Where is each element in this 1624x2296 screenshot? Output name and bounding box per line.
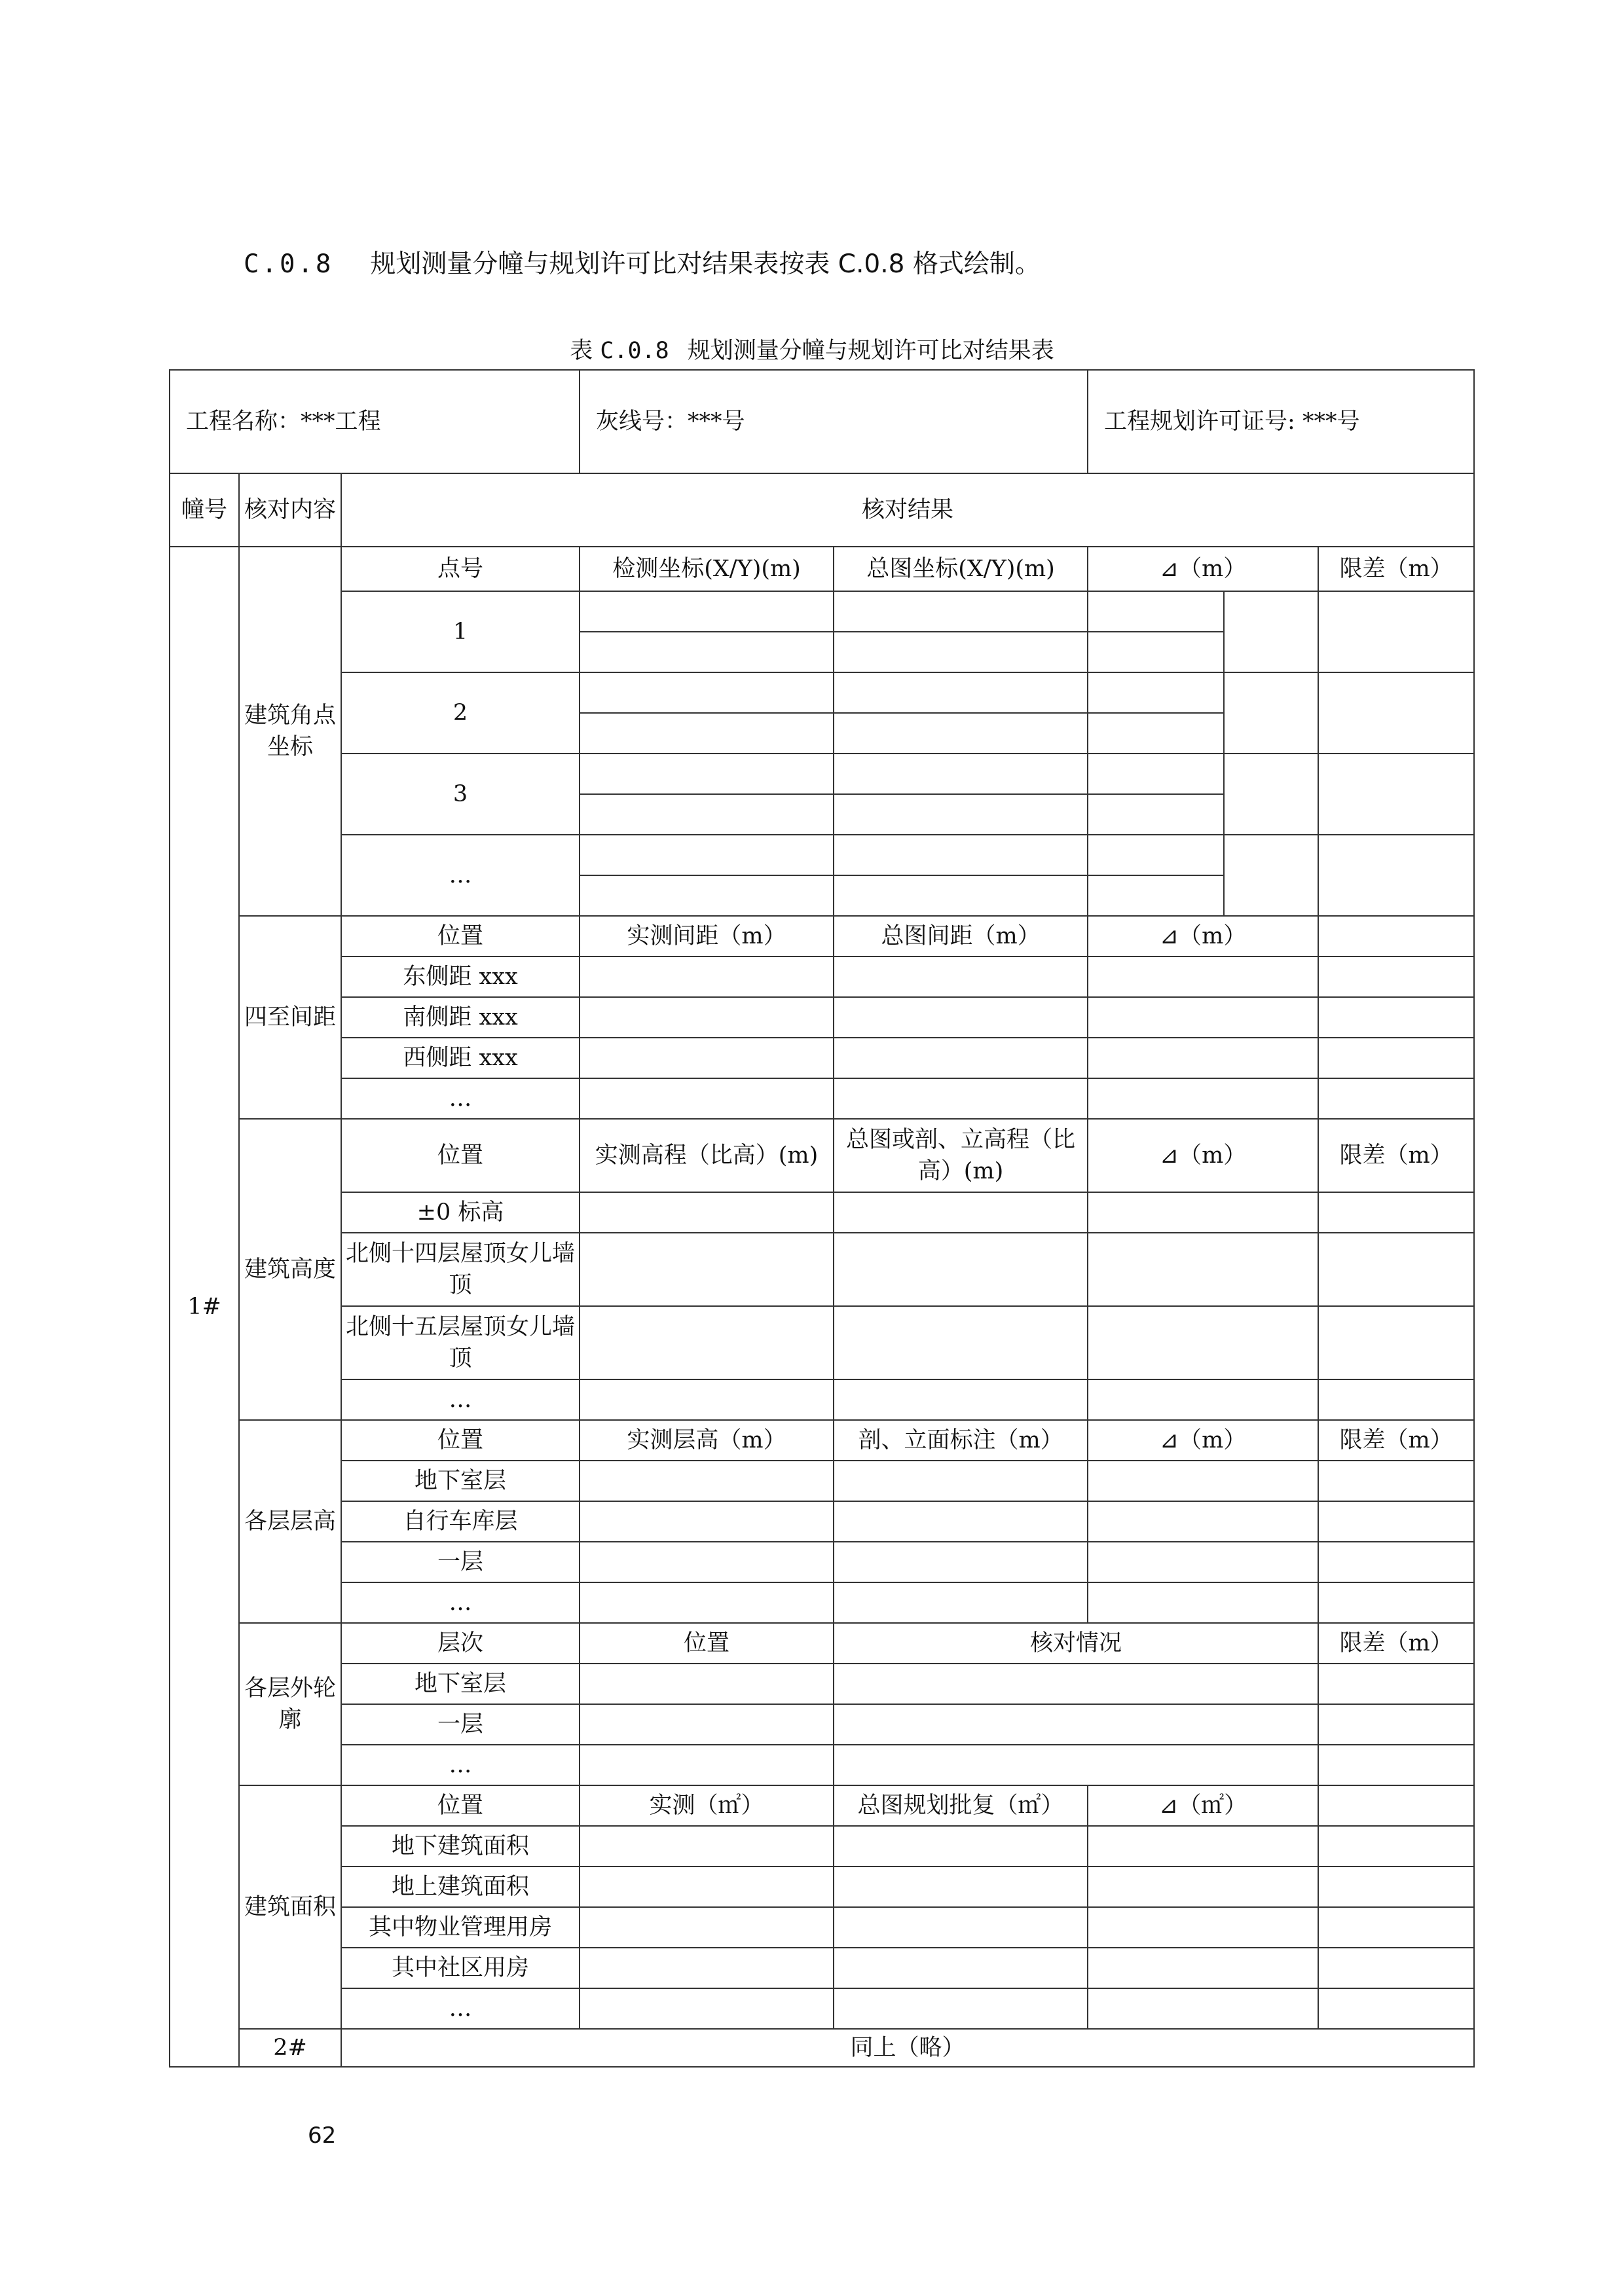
cell [834, 1461, 1088, 1501]
outline-row [170, 1664, 1474, 1704]
cell [1088, 1907, 1318, 1948]
cell [1088, 1233, 1318, 1306]
cell [1318, 1745, 1474, 1785]
project-header-row [170, 370, 1474, 473]
cell [580, 1379, 834, 1420]
cell [834, 754, 1088, 794]
spacing-position: 西侧距 xxx [341, 1038, 580, 1078]
spacing-position: 南侧距 xxx [341, 997, 580, 1038]
area-row [170, 1826, 1474, 1867]
height-row [170, 1306, 1474, 1379]
point-label: 3 [341, 754, 580, 835]
height-position: ±0 标高 [341, 1192, 580, 1233]
cell [580, 997, 834, 1038]
cell [1088, 835, 1224, 875]
outline-row [170, 1704, 1474, 1745]
cell [1088, 713, 1224, 754]
cell [1318, 1078, 1474, 1119]
area-row [170, 1907, 1474, 1948]
cell [1088, 1867, 1318, 1907]
corner-label: 建筑角点坐标 [239, 547, 341, 916]
cell [1318, 1785, 1474, 1826]
cell [580, 754, 834, 794]
cell [1224, 754, 1318, 835]
cell [1088, 1501, 1318, 1542]
cell [834, 835, 1088, 875]
spacing-header-row [170, 916, 1474, 957]
cell [834, 713, 1088, 754]
area-row [170, 1988, 1474, 2029]
permit-cell: 工程规划许可证号: ***号 [1088, 370, 1474, 473]
building-2-cell: 2# [239, 2029, 341, 2067]
height-header-tolerance: 限差（m） [1318, 1119, 1474, 1192]
area-header-row [170, 1785, 1474, 1826]
cell [834, 794, 1088, 835]
cell [1088, 1542, 1318, 1582]
cell [1318, 672, 1474, 754]
area-header-measured: 实测（㎡） [580, 1785, 834, 1826]
cell [580, 632, 834, 672]
area-position: … [341, 1988, 580, 2029]
building-2-text: 同上（略） [341, 2029, 1474, 2067]
floor-height-label: 各层层高 [239, 1420, 341, 1623]
height-row [170, 1192, 1474, 1233]
outline-header-tolerance: 限差（m） [1318, 1623, 1474, 1664]
cell [834, 1867, 1088, 1907]
corner-row [170, 591, 1474, 632]
cell [580, 1745, 834, 1785]
cell [1318, 1461, 1474, 1501]
cell [834, 1542, 1088, 1582]
floor-header-elevation: 剖、立面标注（m） [834, 1420, 1088, 1461]
spacing-label: 四至间距 [239, 916, 341, 1119]
cell [580, 957, 834, 997]
cell [834, 1907, 1088, 1948]
cell [1318, 1988, 1474, 2029]
cell [580, 1582, 834, 1623]
corner-row [170, 835, 1474, 875]
cell [834, 1233, 1088, 1306]
cell [834, 632, 1088, 672]
outline-header-position: 位置 [580, 1623, 834, 1664]
floor-position: … [341, 1582, 580, 1623]
building-no-header: 幢号 [170, 473, 239, 547]
cell [1088, 591, 1224, 632]
cell [580, 1461, 834, 1501]
floor-position: 地下室层 [341, 1461, 580, 1501]
cell [580, 1306, 834, 1379]
cell [1318, 1704, 1474, 1745]
floor-height-row [170, 1582, 1474, 1623]
cell [1318, 1907, 1474, 1948]
cell [834, 1306, 1088, 1379]
cell [1318, 1038, 1474, 1078]
height-label: 建筑高度 [239, 1119, 341, 1420]
cell [1318, 1233, 1474, 1306]
cell [1224, 835, 1318, 916]
cell [580, 794, 834, 835]
cell [834, 1704, 1318, 1745]
area-header-delta: ⊿（㎡） [1088, 1785, 1318, 1826]
cell [834, 957, 1088, 997]
cell [580, 1704, 834, 1745]
height-header-position: 位置 [341, 1119, 580, 1192]
height-header-measured: 实测高程（比高）(m) [580, 1119, 834, 1192]
spacing-row [170, 1038, 1474, 1078]
spacing-position: … [341, 1078, 580, 1119]
cell [1318, 916, 1474, 957]
cell [580, 1948, 834, 1988]
outline-row [170, 1745, 1474, 1785]
cell [834, 1038, 1088, 1078]
cell [580, 875, 834, 916]
spacing-row [170, 957, 1474, 997]
cell [1318, 1664, 1474, 1704]
section-code: C.0.8 [244, 249, 334, 279]
cell [834, 672, 1088, 713]
cell [580, 1826, 834, 1867]
cell [1318, 1542, 1474, 1582]
cell [1088, 632, 1224, 672]
cell [834, 1078, 1088, 1119]
project-name-cell: 工程名称：***工程 [170, 370, 580, 473]
cell [1088, 1078, 1318, 1119]
cell [1318, 1306, 1474, 1379]
cell [1318, 1379, 1474, 1420]
cell [834, 875, 1088, 916]
outline-floor: 一层 [341, 1704, 580, 1745]
spacing-position: 东侧距 xxx [341, 957, 580, 997]
cell [1088, 1948, 1318, 1988]
corner-header-row [170, 547, 1474, 591]
outline-label: 各层外轮廓 [239, 1623, 341, 1785]
cell [1318, 1948, 1474, 1988]
corner-row [170, 672, 1474, 713]
cell [1088, 1306, 1318, 1379]
cell [1088, 1038, 1318, 1078]
height-position: 北侧十四层屋顶女儿墙顶 [341, 1233, 580, 1306]
floor-header-position: 位置 [341, 1420, 580, 1461]
corner-header-delta: ⊿（m） [1088, 547, 1318, 591]
cell [1088, 1461, 1318, 1501]
height-header-row [170, 1119, 1474, 1192]
spacing-header-measured: 实测间距（m） [580, 916, 834, 957]
cell [1318, 591, 1474, 672]
area-position: 其中物业管理用房 [341, 1907, 580, 1948]
area-position: 其中社区用房 [341, 1948, 580, 1988]
cell [834, 1582, 1088, 1623]
table-caption [0, 333, 1624, 365]
cell [1318, 754, 1474, 835]
caption-title: 规划测量分幢与规划许可比对结果表 [687, 338, 1054, 364]
cell [1318, 1501, 1474, 1542]
spacing-header-plan: 总图间距（m） [834, 916, 1088, 957]
point-label: … [341, 835, 580, 916]
spacing-header-delta: ⊿（m） [1088, 916, 1318, 957]
cell [580, 1038, 834, 1078]
cell [834, 1745, 1318, 1785]
corner-header-point: 点号 [341, 547, 580, 591]
column-header-row [170, 473, 1474, 547]
floor-header-tolerance: 限差（m） [1318, 1420, 1474, 1461]
cell [834, 1501, 1088, 1542]
cell [1088, 672, 1224, 713]
cell [1318, 1192, 1474, 1233]
check-content-header: 核对内容 [239, 473, 341, 547]
building-2-row [170, 2029, 1474, 2067]
cell [1318, 1826, 1474, 1867]
cell [1224, 591, 1318, 672]
cell [580, 1867, 834, 1907]
cell [1318, 997, 1474, 1038]
area-position: 地下建筑面积 [341, 1826, 580, 1867]
cell [580, 1501, 834, 1542]
cell [1088, 1988, 1318, 2029]
corner-row [170, 754, 1474, 794]
cell [1318, 835, 1474, 916]
cell [1088, 875, 1224, 916]
height-position: … [341, 1379, 580, 1420]
height-header-plan: 总图或剖、立高程（比高）(m) [834, 1119, 1088, 1192]
floor-position: 自行车库层 [341, 1501, 580, 1542]
floor-height-row [170, 1542, 1474, 1582]
section-text: 规划测量分幢与规划许可比对结果表按表 C.0.8 格式绘制。 [370, 249, 1041, 279]
cell [1088, 997, 1318, 1038]
cell [834, 1192, 1088, 1233]
cell [580, 1907, 834, 1948]
cell [580, 672, 834, 713]
cell [1088, 754, 1224, 794]
point-label: 2 [341, 672, 580, 754]
floor-header-measured: 实测层高（m） [580, 1420, 834, 1461]
outline-header-floor: 层次 [341, 1623, 580, 1664]
cell [1088, 1582, 1318, 1623]
section-heading [244, 244, 1041, 280]
cell [580, 1192, 834, 1233]
corner-header-measured: 检测坐标(X/Y)(m) [580, 547, 834, 591]
cell [834, 1826, 1088, 1867]
spacing-header-position: 位置 [341, 916, 580, 957]
caption-code: C.0.8 [600, 338, 669, 364]
area-row [170, 1867, 1474, 1907]
floor-height-header-row [170, 1420, 1474, 1461]
height-row [170, 1379, 1474, 1420]
area-header-approved: 总图规划批复（㎡） [834, 1785, 1088, 1826]
page-number: 62 [308, 2123, 337, 2149]
outline-header-status: 核对情况 [834, 1623, 1318, 1664]
cell [1318, 957, 1474, 997]
cell [580, 591, 834, 632]
cell [834, 1948, 1088, 1988]
cell [580, 835, 834, 875]
corner-header-plan: 总图坐标(X/Y)(m) [834, 547, 1088, 591]
cell [834, 1664, 1318, 1704]
spacing-row [170, 1078, 1474, 1119]
point-label: 1 [341, 591, 580, 672]
floor-header-delta: ⊿（m） [1088, 1420, 1318, 1461]
cell [580, 1542, 834, 1582]
comparison-table [169, 369, 1475, 2068]
height-row [170, 1233, 1474, 1306]
caption-prefix: 表 [570, 338, 593, 364]
cell [1224, 672, 1318, 754]
cell [834, 1379, 1088, 1420]
cell [834, 997, 1088, 1038]
outline-header-row [170, 1623, 1474, 1664]
area-position: 地上建筑面积 [341, 1867, 580, 1907]
cell [580, 1233, 834, 1306]
cell [834, 591, 1088, 632]
cell [580, 1078, 834, 1119]
cell [580, 713, 834, 754]
cell [834, 1988, 1088, 2029]
spacing-row [170, 997, 1474, 1038]
corner-header-tolerance: 限差（m） [1318, 547, 1474, 591]
height-header-delta: ⊿（m） [1088, 1119, 1318, 1192]
check-result-header: 核对结果 [341, 473, 1474, 547]
grey-line-cell: 灰线号：***号 [580, 370, 1088, 473]
cell [1088, 1192, 1318, 1233]
height-position: 北侧十五层屋顶女儿墙顶 [341, 1306, 580, 1379]
cell [580, 1664, 834, 1704]
area-label: 建筑面积 [239, 1785, 341, 2029]
cell [1088, 794, 1224, 835]
floor-height-row [170, 1501, 1474, 1542]
cell [580, 1988, 834, 2029]
area-row [170, 1948, 1474, 1988]
floor-height-row [170, 1461, 1474, 1501]
cell [1318, 1867, 1474, 1907]
cell [1088, 1826, 1318, 1867]
cell [1088, 957, 1318, 997]
outline-floor: … [341, 1745, 580, 1785]
outline-floor: 地下室层 [341, 1664, 580, 1704]
cell [1088, 1379, 1318, 1420]
cell [1318, 1582, 1474, 1623]
floor-position: 一层 [341, 1542, 580, 1582]
building-1-cell: 1# [170, 547, 239, 2067]
area-header-position: 位置 [341, 1785, 580, 1826]
